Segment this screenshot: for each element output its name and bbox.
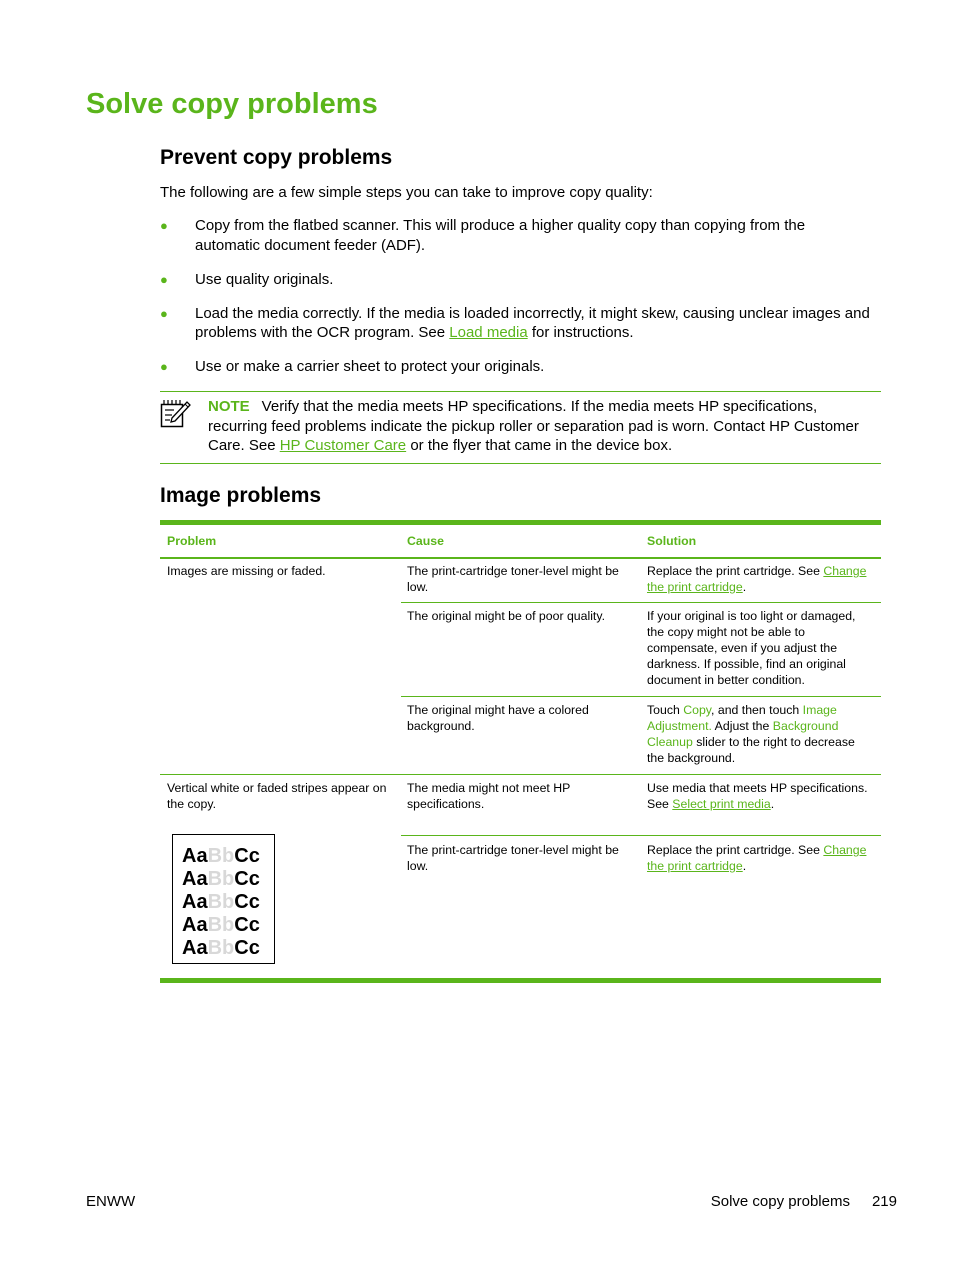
bullet-text: Use quality originals. [195, 270, 334, 288]
page-number: 219 [871, 1193, 897, 1210]
row-divider [401, 696, 881, 697]
image-problems-heading: Image problems [160, 484, 322, 507]
note-box [160, 391, 881, 464]
table-cell-problem: Vertical white or faded stripes appear on the copy. [167, 781, 387, 811]
list-item [160, 270, 870, 290]
table-cell-solution: Use media that meets HP specifications. See Select print media. [647, 781, 868, 811]
table-bottom-rule [160, 978, 881, 983]
select-print-media-link[interactable]: Select print media [672, 797, 771, 811]
table-cell-solution: Touch Copy, and then touch Image Adjustment. Adjust the Background Cleanup slider to the right to decrease the background. [647, 703, 855, 765]
bullet-text: Copy from the flatbed scanner. This will produce a higher quality copy than copying from the automatic document feeder (ADF). [195, 217, 806, 254]
table-cell-solution: Replace the print cartridge. See Change the print cartridge. [647, 843, 867, 873]
sample-line: AaBbCc [182, 868, 260, 890]
prevent-intro: The following are a few simple steps you can take to improve copy quality: [160, 184, 653, 201]
table-cell-solution: If your original is too light or damaged, the copy might not be able to compensate, even if you adjust the darkness. If possible, find an original document in better condition. [647, 609, 856, 687]
hp-customer-care-link[interactable]: HP Customer Care [279, 437, 407, 454]
page-title: Solve copy problems [86, 88, 378, 120]
image-problems-table [160, 520, 881, 559]
footer-section-title: Solve copy problems [710, 1193, 850, 1210]
list-item [160, 216, 870, 255]
table-cell-problem: Images are missing or faded. [167, 564, 326, 578]
bullet-icon: ● [160, 305, 168, 321]
table-cell-cause: The original might be of poor quality. [407, 609, 605, 623]
table-cell-cause: The original might have a colored background. [407, 703, 589, 733]
table-cell-cause: The media might not meet HP specifications. [407, 781, 571, 811]
sample-line: AaBbCc [182, 937, 260, 959]
sample-line: AaBbCc [182, 914, 260, 936]
column-header-cause: Cause [407, 534, 444, 548]
prevent-heading: Prevent copy problems [160, 146, 393, 169]
load-media-link[interactable]: Load media [449, 324, 528, 341]
table-cell-solution: Replace the print cartridge. See Change the print cartridge. [647, 564, 867, 594]
footer-doc-id: ENWW [86, 1193, 136, 1210]
note-pad-icon [160, 396, 192, 428]
note-label: NOTE [208, 398, 250, 415]
list-item [160, 304, 870, 343]
bullet-icon: ● [160, 271, 168, 287]
table-header [160, 520, 881, 559]
table-cell-cause: The print-cartridge toner-level might be low. [407, 564, 619, 594]
bullet-icon: ● [160, 218, 168, 233]
column-header-solution: Solution [647, 534, 697, 548]
background-cleanup-menu-label: Background Cleanup [647, 719, 839, 749]
table-cell-cause: The print-cartridge toner-level might be low. [407, 843, 619, 873]
list-item [160, 357, 870, 377]
bullet-text: Load the media correctly. If the media is loaded incorrectly, it might skew, causing unclear images and problems with the OCR program. See Load media for instructions. [195, 304, 870, 341]
change-print-cartridge-link[interactable]: Change the print cartridge [647, 843, 867, 873]
prevent-bullet-list [160, 216, 870, 391]
sample-line: AaBbCc [182, 845, 260, 867]
change-print-cartridge-link[interactable]: Change the print cartridge [647, 564, 867, 594]
copy-menu-label: Copy [683, 703, 712, 717]
sample-line: AaBbCc [182, 891, 260, 913]
row-divider [160, 774, 881, 775]
note-text: NOTE Verify that the media meets HP specifications. If the media meets HP specifications, recurring feed problems indicate the pickup roller or separation pad is worn. Contact HP Customer Care. See HP Customer Care or the flyer that came in the device box. [208, 398, 859, 454]
row-divider [401, 835, 881, 836]
footer-section [711, 1193, 897, 1210]
bullet-icon: ● [160, 359, 168, 374]
row-divider [401, 602, 881, 603]
bullet-text: Use or make a carrier sheet to protect your originals. [195, 358, 545, 375]
image-adjustment-menu-label: Image Adjustment. [647, 703, 837, 733]
column-header-problem: Problem [167, 534, 217, 548]
faded-stripes-sample-image [172, 834, 275, 964]
